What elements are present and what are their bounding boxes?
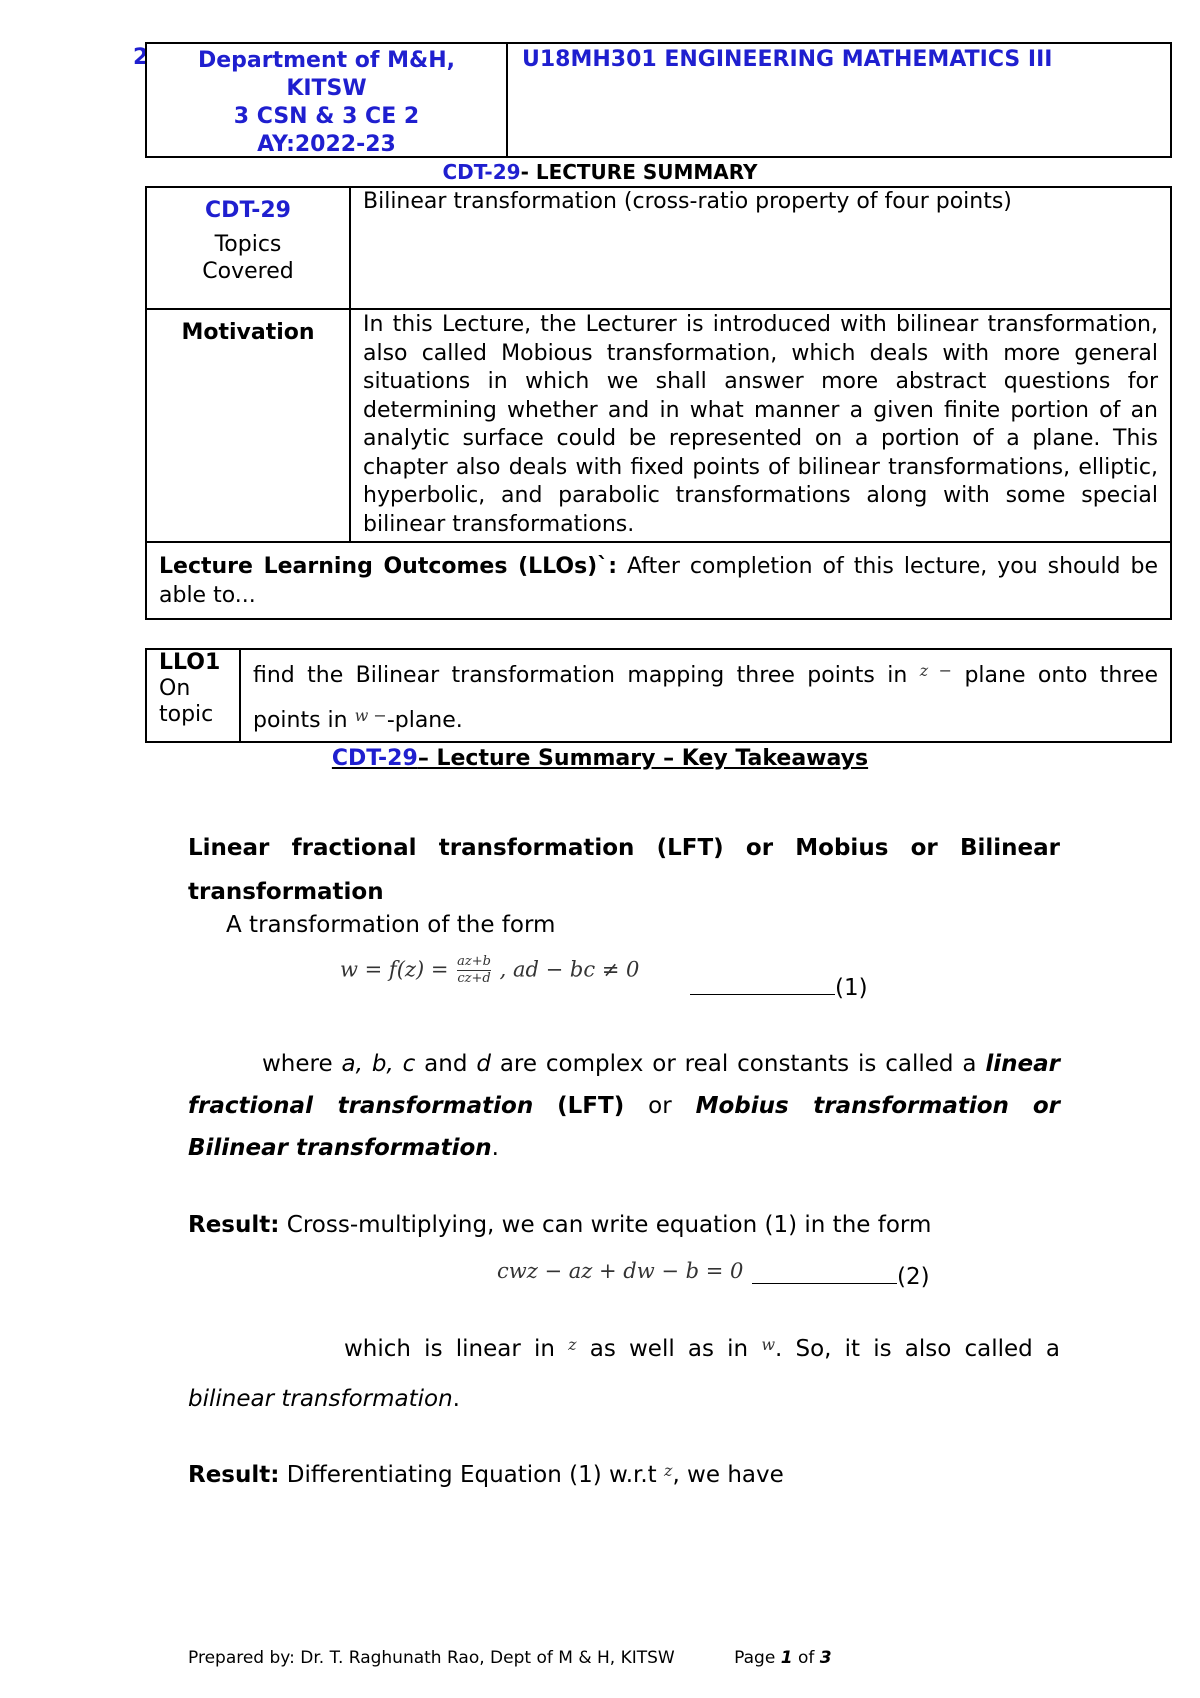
eq2-tag: (2) — [897, 1264, 930, 1290]
lft-heading: Linear fractional transformation (LFT) or Mobius or Bilinear transformation — [188, 835, 1060, 905]
equation-1 — [340, 954, 639, 987]
llo-header-text: After completion of this lecture, you should be able to... — [159, 554, 1158, 608]
intro-text: A transformation of the form — [226, 912, 556, 938]
definition-paragraph: where a, b, c and d are complex or real constants is called a linear fractional transformation (LFT) or Mobius transformation or Bilinear transformation. — [188, 1051, 1061, 1161]
eq2-blank — [752, 1263, 897, 1284]
motivation-text-cell — [350, 309, 1171, 542]
def-or: or — [648, 1093, 672, 1119]
eq1-fraction — [457, 954, 491, 987]
dept-line: AY:2022-23 — [257, 132, 396, 157]
topics-text: Bilinear transformation (cross-ratio property of four points) — [363, 189, 1012, 214]
lin-w: w — [761, 1335, 776, 1354]
def-bilinear: or Bilinear transformation — [188, 1093, 1060, 1161]
topics-label: Topics Covered — [202, 232, 294, 284]
dept-line: Department of M&H, — [197, 48, 456, 73]
llo-header-cell — [146, 542, 1171, 619]
dept-line: 3 CSN & 3 CE 2 — [233, 104, 420, 129]
where-and: and — [424, 1051, 468, 1077]
result2-text: Differentiating Equation (1) w.r.t — [286, 1462, 657, 1488]
page-number: 1 — [780, 1648, 793, 1668]
topics-code: CDT-29 — [205, 198, 291, 223]
eq1-denominator: cz+d — [457, 971, 491, 986]
page-total: 3 — [819, 1648, 832, 1668]
llo1-var-z: z − — [919, 661, 953, 680]
page-marker: 2 — [133, 45, 149, 70]
llo-header-label: Lecture Learning Outcomes (LLOs)`: — [159, 554, 618, 579]
lin-z: z — [568, 1335, 577, 1354]
summary-title-text: - LECTURE SUMMARY — [520, 160, 758, 184]
lecture-summary-title — [0, 160, 1200, 184]
dept-line: KITSW — [286, 76, 367, 101]
eq1-numerator: az+b — [457, 954, 491, 969]
topics-label-cell — [146, 187, 350, 309]
topics-text-cell — [350, 187, 1171, 309]
lin-c: . So, it is also called a — [775, 1336, 1061, 1362]
llo1-var-w: w − — [354, 706, 387, 725]
header-box — [145, 42, 1172, 158]
llo1-text-b: plane onto three points in — [253, 663, 1159, 733]
llo1-label-cell — [146, 649, 240, 742]
takeaway-text: – Lecture Summary – Key Takeaways — [417, 746, 869, 771]
footer-prepared: Prepared by: Dr. T. Raghunath Rao, Dept of M & H, KITSW — [188, 1648, 675, 1668]
page-of: of — [797, 1648, 815, 1668]
eq1-blank — [690, 974, 835, 995]
linear-paragraph: which is linear in $^z$ as well as in $^w$. So, it is also called a bilinear transformation. — [188, 1335, 1061, 1412]
eq2-tag-line — [752, 1263, 930, 1290]
where-a: where — [262, 1051, 333, 1077]
where-d: d — [476, 1051, 491, 1077]
result1-text: Cross-multiplying, we can write equation (1) in the form — [286, 1212, 932, 1238]
eq2: cwz − az + dw − b = 0 — [497, 1259, 744, 1283]
result2-label: Result: — [188, 1462, 280, 1488]
llo1-text-c: -plane. — [386, 708, 463, 733]
result2-z: z — [664, 1461, 673, 1480]
footer — [188, 1648, 832, 1668]
result1-label: Result: — [188, 1212, 280, 1238]
llo-header — [159, 543, 1158, 618]
where-vars: a, b, c — [341, 1051, 416, 1077]
lin-b: as well as in — [589, 1336, 749, 1362]
llo1-text-cell — [240, 649, 1171, 742]
footer-page — [680, 1648, 831, 1668]
summary-table — [145, 186, 1172, 620]
eq1-lhs: w = f(z) = — [340, 957, 449, 982]
eq1-condition: , ad − bc ≠ 0 — [499, 957, 640, 982]
def-lft: linear fractional transformation — [188, 1051, 1061, 1119]
def-lft-abbr: (LFT) — [557, 1093, 625, 1119]
where-b: are complex or real constants is called a — [499, 1051, 977, 1077]
key-takeaways-title — [0, 746, 1200, 771]
motivation-text: In this Lecture, the Lecturer is introduced with bilinear transformation, also called Mobious transformation, which deals with more general situations in which we shall answer more abstract questions for determining whether and in what manner a given finite portion of an analytic surface could be represented on a portion of a plane. This chapter also deals with fixed points of bilinear transformations, elliptic, hyperbolic, and parabolic transformations along with some special bilinear transformations. — [363, 312, 1158, 537]
eq1-tag: (1) — [835, 975, 868, 1001]
result-1 — [188, 1212, 1060, 1238]
llo-table — [145, 648, 1172, 743]
llo1-text — [253, 650, 1158, 741]
def-mobius: Mobius transformation — [695, 1093, 1009, 1119]
equation-2 — [497, 1259, 743, 1283]
motivation-label-cell — [146, 309, 350, 542]
result-2 — [188, 1461, 1060, 1488]
lin-a: which is linear in — [344, 1336, 555, 1362]
bilinear-term: bilinear transformation — [188, 1386, 453, 1412]
department-cell — [147, 44, 508, 156]
course-title: U18MH301 ENGINEERING MATHEMATICS III — [522, 47, 1053, 72]
eq1-tag-line — [690, 974, 868, 1001]
takeaway-code: CDT-29 — [331, 746, 418, 771]
motivation-label: Motivation — [181, 320, 315, 345]
llo1-text-a: find the Bilinear transformation mapping three points in — [253, 663, 908, 688]
llo1-sub: On topic — [159, 676, 214, 727]
result2-end: , we have — [672, 1462, 784, 1488]
llo1-code: LLO1 — [159, 650, 221, 675]
page-word: Page — [734, 1648, 776, 1668]
summary-code: CDT-29 — [442, 160, 521, 184]
key-takeaways-heading[interactable] — [332, 746, 868, 771]
